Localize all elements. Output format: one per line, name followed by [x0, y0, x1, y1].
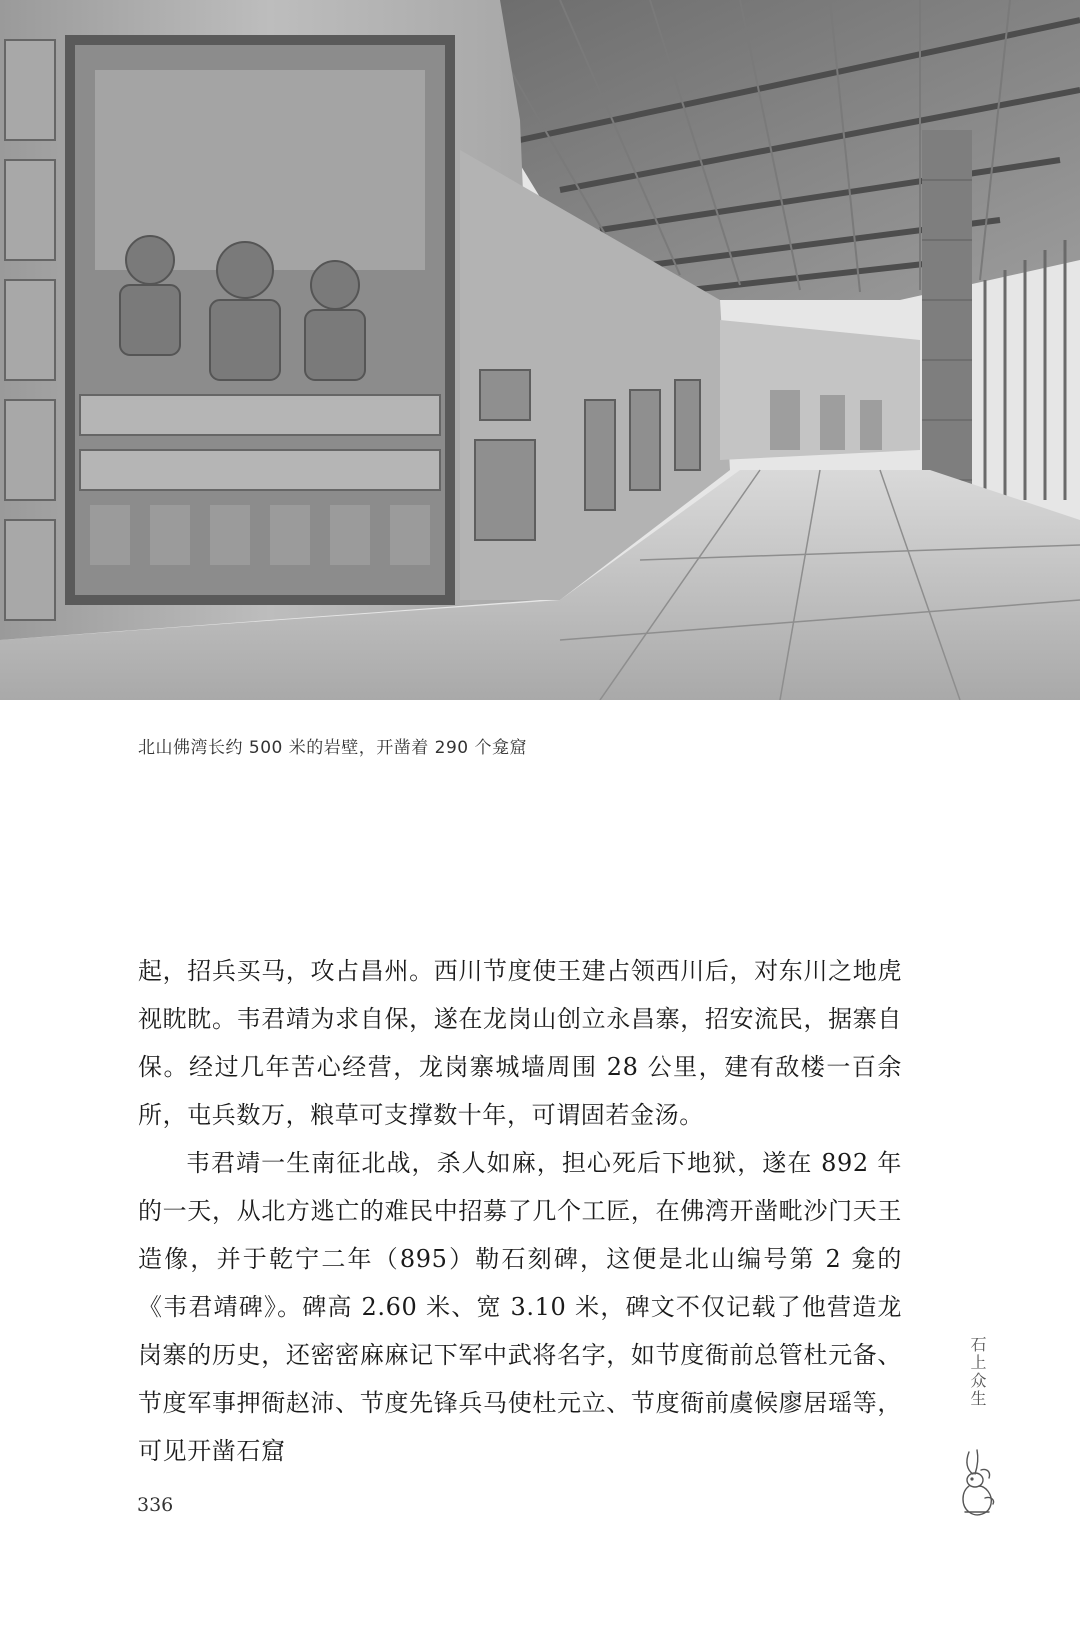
rabbit-emblem-icon [955, 1448, 999, 1520]
paragraph: 起，招兵买马，攻占昌州。西川节度使王建占领西川后，对东川之地虎视眈眈。韦君靖为求自保，遂在龙岗山创立永昌寨，招安流民，据寨自保。经过几年苦心经营，龙岗寨城墙周围 28 公里，建有敌楼一百余所，屯兵数万，粮草可支撑数十年，可谓固若金汤。 [138, 957, 902, 1129]
page-number: 336 [137, 1494, 174, 1516]
body-text [138, 947, 902, 1475]
grotto-photo-illustration [0, 0, 1080, 700]
photo-caption: 北山佛湾长约 500 米的岩壁，开凿着 290 个龛窟 [138, 738, 528, 758]
grotto-photo [0, 0, 1080, 700]
paragraph: 韦君靖一生南征北战，杀人如麻，担心死后下地狱，遂在 892 年的一天，从北方逃亡的难民中招募了几个工匠，在佛湾开凿毗沙门天王造像，并于乾宁二年（895）勒石刻碑，这便是北山编号第 2 龛的《韦君靖碑》。碑高 2.60 米、宽 3.10 米，碑文不仅记载了他营造龙岗寨的历史，还密密麻麻记下军中武将名字，如节度衙前总管杜元备、节度军事押衙赵沛、节度先锋兵马使杜元立、节度衙前虞候廖居瑶等，可见开凿石窟 [138, 1149, 902, 1465]
running-header: 石上众生 [968, 1336, 987, 1408]
